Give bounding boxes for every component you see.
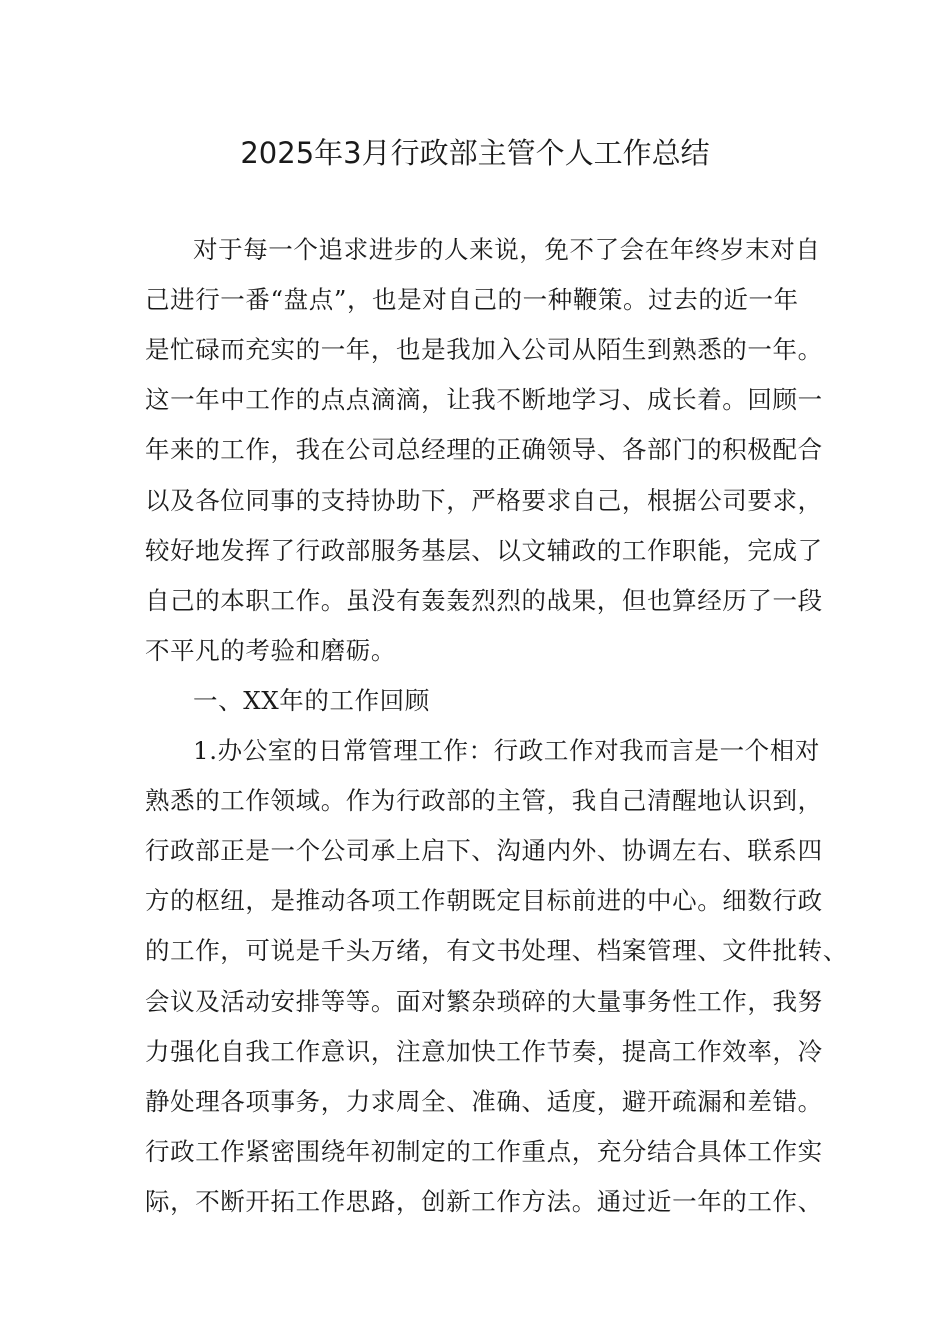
text-line: 1.办公室的日常管理工作：行政工作对我而言是一个相对 [193, 736, 820, 765]
text-line: 行政部正是一个公司承上启下、沟通内外、协调左右、联系四 [145, 836, 823, 866]
text-line: 力强化自我工作意识，注意加快工作节奏，提高工作效率，冷 [145, 1036, 823, 1066]
text-line: 行政工作紧密围绕年初制定的工作重点，充分结合具体工作实 [145, 1136, 823, 1166]
text-line: 这一年中工作的点点滴滴，让我不断地学习、成长着。回顾一 [145, 385, 823, 415]
text-line: 年来的工作，我在公司总经理的正确领导、各部门的积极配合 [145, 435, 823, 465]
text-line: 不平凡的考验和磨砺。 [145, 635, 396, 665]
text-line: 方的枢纽，是推动各项工作朝既定目标前进的中心。细数行政 [145, 886, 823, 916]
text-line: 会议及活动安排等等。面对繁杂琐碎的大量事务性工作，我努 [145, 986, 823, 1016]
text-line: 自己的本职工作。虽没有轰轰烈烈的战果，但也算经历了一段 [145, 585, 823, 615]
text-line: 是忙碌而充实的一年，也是我加入公司从陌生到熟悉的一年。 [145, 335, 823, 365]
text-line: 己进行一番“盘点”，也是对自己的一种鞭策。过去的近一年 [145, 285, 799, 315]
page-title: 2025年3月行政部主管个人工作总结 [240, 136, 710, 170]
text-line: 较好地发挥了行政部服务基层、以文辅政的工作职能，完成了 [145, 535, 823, 565]
text-line: 的工作，可说是千头万绪，有文书处理、档案管理、文件批转、 [145, 936, 848, 966]
text-line: 以及各位同事的支持协助下，严格要求自己，根据公司要求， [145, 485, 823, 515]
text-line: 一、XX年的工作回顾 [193, 685, 430, 715]
text-line: 对于每一个追求进步的人来说，免不了会在年终岁末对自 [193, 235, 821, 264]
text-line: 熟悉的工作领域。作为行政部的主管，我自己清醒地认识到， [145, 786, 823, 816]
text-line: 静处理各项事务，力求周全、准确、适度，避开疏漏和差错。 [145, 1086, 823, 1116]
text-line: 际，不断开拓工作思路，创新工作方法。通过近一年的工作、 [145, 1186, 823, 1216]
